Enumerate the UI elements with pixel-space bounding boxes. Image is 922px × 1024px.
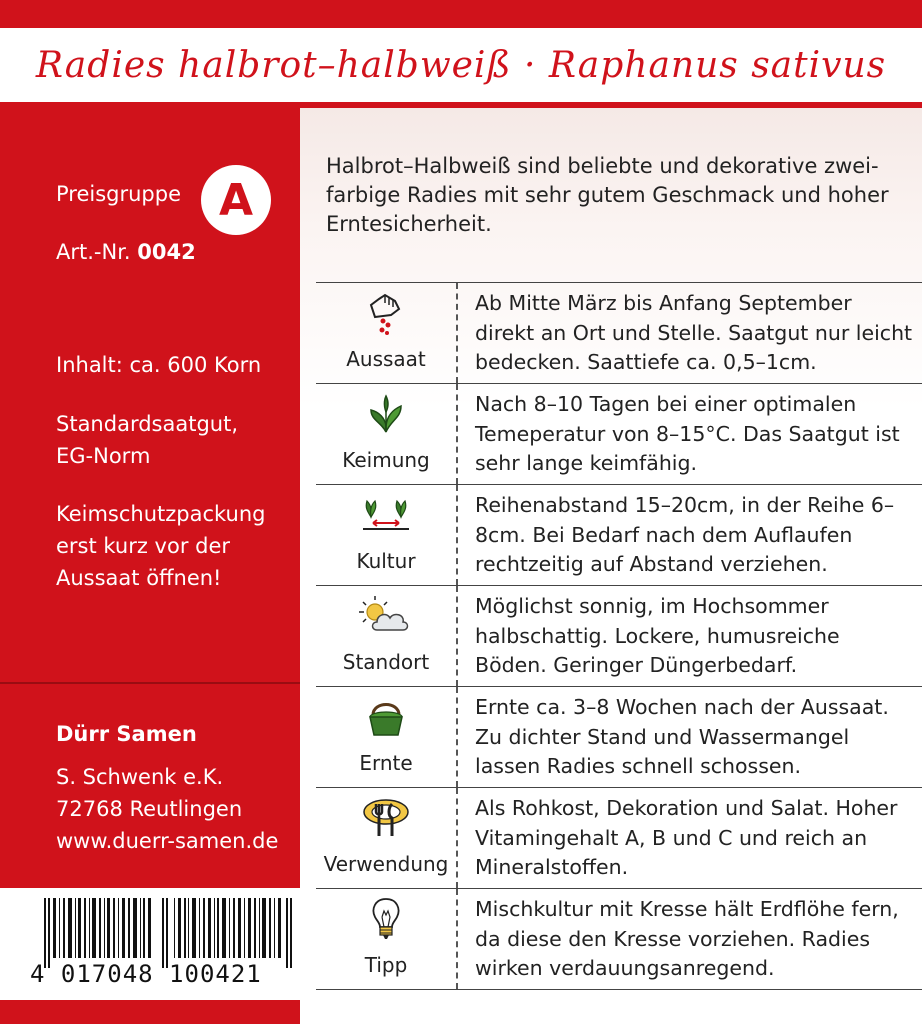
left-divider xyxy=(0,682,300,684)
info-table xyxy=(316,282,922,990)
row-description: Ab Mitte März bis Anfang September direkt an Ort und Stelle. Saatgut nur leicht bedecken. Saattiefe ca. 0,5–1cm. xyxy=(475,291,913,374)
article-number xyxy=(56,236,196,268)
standard-line-1: Standardsaatgut, xyxy=(56,412,238,436)
note-line-1: Keimschutzpackung xyxy=(56,502,266,526)
plant-spacing-icon xyxy=(361,493,411,537)
top-red-bar xyxy=(0,0,922,28)
row-icon-cell xyxy=(316,788,456,888)
row-icon-cell xyxy=(316,889,456,989)
table-row xyxy=(316,485,922,586)
lightbulb-icon xyxy=(361,897,411,941)
row-icon-cell xyxy=(316,384,456,484)
row-label: Aussaat xyxy=(346,347,426,371)
article-value: 0042 xyxy=(137,240,196,264)
table-row xyxy=(316,384,922,485)
row-divider xyxy=(456,384,458,484)
sowing-hand-icon xyxy=(361,291,411,335)
row-divider xyxy=(456,586,458,686)
row-icon-cell xyxy=(316,485,456,585)
sun-cloud-icon xyxy=(354,594,414,638)
row-label: Kultur xyxy=(356,549,416,573)
row-divider xyxy=(456,485,458,585)
plate-cutlery-icon xyxy=(361,796,411,840)
row-label: Tipp xyxy=(364,953,408,977)
harvest-basket-icon xyxy=(361,695,411,739)
row-icon-cell xyxy=(316,586,456,686)
left-panel xyxy=(0,108,300,1024)
intro-text: Halbrot–Halbweiß sind beliebte und dekorative zweifarbige Radies mit sehr gutem Geschmack und hoher Erntesicherheit. xyxy=(326,154,889,236)
company-owner: S. Schwenk e.K. xyxy=(56,765,224,789)
row-icon-cell xyxy=(316,283,456,383)
barcode xyxy=(0,888,300,1000)
row-description: Als Rohkost, Dekoration und Salat. Hoher Vitamingehalt A, B und C und reich an Mineralstoffen. xyxy=(475,796,898,879)
content-info: Inhalt: ca. 600 Korn xyxy=(56,353,262,377)
row-divider xyxy=(456,788,458,888)
barcode-bars xyxy=(44,898,292,968)
company-name: Dürr Samen xyxy=(56,722,197,746)
table-row xyxy=(316,889,922,990)
row-divider xyxy=(456,283,458,383)
row-description: Reihenabstand 15–20cm, in der Reihe 6–8cm. Bei Bedarf nach dem Auflaufen rechtzeitig auf Abstand verziehen. xyxy=(475,493,895,576)
table-row xyxy=(316,788,922,889)
company-website[interactable]: www.duerr-samen.de xyxy=(56,829,279,853)
price-group-label: Preisgruppe xyxy=(56,182,182,206)
row-description: Ernte ca. 3–8 Wochen nach der Aussaat. Zu dichter Stand und Wassermangel lassen Radies schnell schossen. xyxy=(475,695,889,778)
row-description: Möglichst sonnig, im Hochsommer halbschattig. Lockere, humusreiche Böden. Geringer Düngerbedarf. xyxy=(475,594,840,677)
note-line-2: erst kurz vor der xyxy=(56,534,231,558)
row-icon-cell xyxy=(316,687,456,787)
title-bar xyxy=(0,28,922,102)
standard-line-2: EG-Norm xyxy=(56,444,151,468)
row-divider xyxy=(456,687,458,787)
table-row xyxy=(316,687,922,788)
price-group-badge: A xyxy=(201,165,271,235)
company-city: 72768 Reutlingen xyxy=(56,797,243,821)
seedling-icon xyxy=(361,392,411,436)
row-description: Mischkultur mit Kresse hält Erdflöhe fern, da diese den Kresse vorziehen. Radies wirken verdauungsanregend. xyxy=(475,897,899,980)
note-line-3: Aussaat öffnen! xyxy=(56,566,222,590)
row-label: Ernte xyxy=(359,751,413,775)
table-row xyxy=(316,282,922,384)
table-row xyxy=(316,586,922,687)
row-label: Keimung xyxy=(342,448,430,472)
row-label: Verwendung xyxy=(323,852,449,876)
right-panel xyxy=(300,108,922,1024)
page-title: Radies halbrot–halbweiß · Raphanus sativus xyxy=(35,44,887,86)
row-label: Standort xyxy=(342,650,430,674)
article-label: Art.-Nr. xyxy=(56,240,131,264)
row-description: Nach 8–10 Tagen bei einer optimalen Temeperatur von 8–15°C. Das Saatgut ist sehr lange keimfähig. xyxy=(475,392,900,475)
row-divider xyxy=(456,889,458,989)
barcode-number: 4 017048 100421 xyxy=(30,960,262,988)
